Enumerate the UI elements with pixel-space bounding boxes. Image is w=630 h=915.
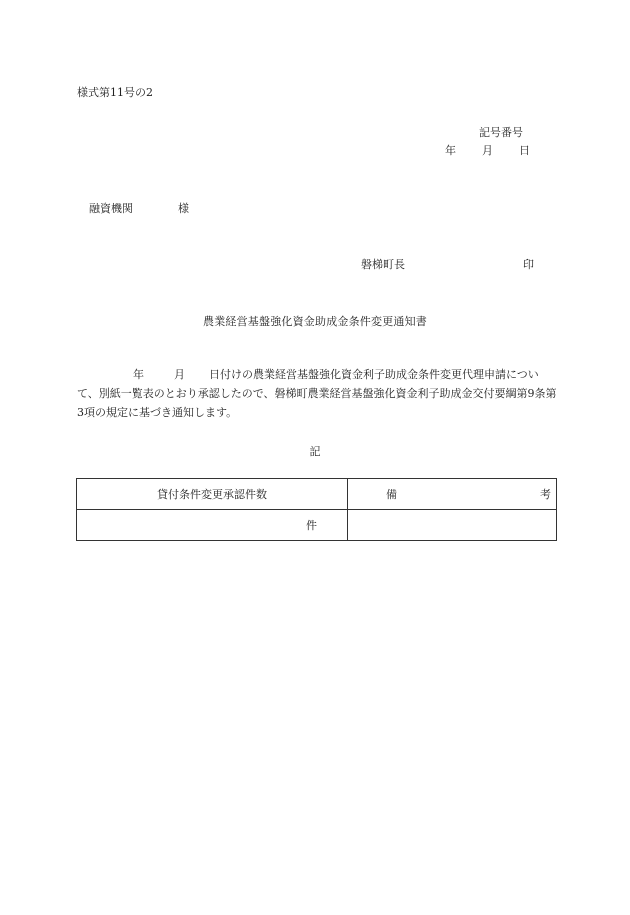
date-month: 月 [482,144,493,157]
remarks-header-part1: 備 [386,488,397,501]
approval-table [76,478,557,541]
seal-mark: 印 [523,258,534,271]
body-month: 月 [174,368,185,381]
date-day: 日 [519,144,530,157]
approved-count-cell [77,510,348,541]
count-unit: 件 [306,519,317,532]
date-line [445,142,530,158]
table-row [77,510,557,541]
remarks-header-part2: 考 [540,488,551,501]
sender-title: 磐梯町長 [361,258,405,271]
body-paragraph [77,365,557,422]
record-number-label: 記号番号 [479,126,523,139]
approved-count-header: 貸付条件変更承認件数 [77,479,348,510]
remarks-header [348,479,557,510]
ki-marker: 記 [309,445,321,458]
date-year: 年 [445,144,456,157]
body-text: 日付けの農業経営基盤強化資金利子助成金条件変更代理申請について、別紙一覧表のとおり承認したので、磐梯町農業経営基盤強化資金利子助成金交付要綱第9条第3項の規定に基づき通知します。 [77,368,557,419]
recipient-name: 融資機関 [89,202,133,215]
recipient-honorific: 様 [178,202,189,215]
form-number: 様式第11号の2 [77,86,153,99]
body-year: 年 [133,368,144,381]
document-title: 農業経営基盤強化資金助成金条件変更通知書 [203,315,427,328]
recipient [89,200,189,216]
sender [361,256,534,272]
remarks-cell [348,510,557,541]
table-header-row [77,479,557,510]
